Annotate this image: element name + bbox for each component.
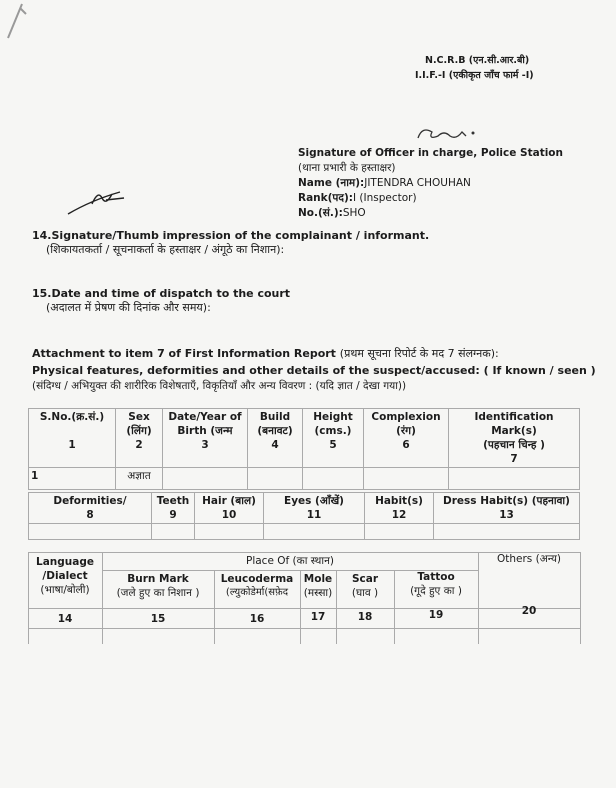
no-row [298, 206, 563, 221]
scar-header: Scar (घाव ) [351, 573, 379, 599]
item-14-title-hi: (शिकायतकर्ता / सूचनाकर्ता के हस्ताक्षर / अंगूठे का निशान): [46, 243, 285, 256]
num-16: 16 [249, 613, 265, 625]
num-15: 15 [150, 613, 166, 625]
row-identification [449, 468, 580, 490]
item-14-title: 14.Signature/Thumb impression of the complainant / informant. [32, 229, 430, 242]
officer-signature [410, 122, 480, 146]
col-complexion: Complexion (रंग) 6 [364, 409, 449, 468]
language-header: Language /Dialect (भाषा/बोली) [36, 556, 94, 596]
row-sno: 1 [29, 468, 116, 490]
item-15-title-hi: (अदालत में प्रेषण की दिनांक और समय): [46, 301, 211, 314]
row-height [303, 468, 364, 490]
features-table-1 [28, 408, 580, 490]
signature-label: Signature of Officer in charge, Police Station [298, 147, 563, 159]
ncrb-label: N.C.R.B (एन.सी.आर.बी) [425, 55, 530, 66]
num-20: 20 [521, 605, 537, 617]
col-dob: Date/Year of Birth (जन्म 3 [163, 409, 248, 468]
no-label: No.(सं.): [298, 207, 343, 219]
no-value: SHO [342, 207, 366, 219]
col-sno: S.No.(क्र.सं.) 1 [29, 409, 116, 468]
features-table-3 [28, 552, 580, 644]
col-habits: Habit(s) 12 [365, 493, 434, 524]
name-label: Name (नाम): [298, 177, 365, 189]
row-build [248, 468, 303, 490]
officer-block [298, 146, 563, 221]
others-header: Others (अन्य) [496, 553, 562, 565]
table-header-row [29, 493, 580, 524]
col-eyes: Eyes (आँखें) 11 [264, 493, 365, 524]
rank-value: I (Inspector) [352, 192, 417, 204]
num-14: 14 [57, 613, 73, 625]
attachment-heading [32, 346, 602, 393]
item-14 [32, 229, 429, 257]
row-sex: अज्ञात [116, 468, 163, 490]
col-height: Height (cms.) 5 [303, 409, 364, 468]
name-row [298, 176, 563, 191]
place-of-header: Place Of (का स्थान) [246, 555, 334, 567]
col-identification: Identification Mark(s) (पहचान चिन्ह ) 7 [449, 409, 580, 468]
col-build: Build (बनावट) 4 [248, 409, 303, 468]
col-teeth: Teeth 9 [152, 493, 195, 524]
complainant-signature [62, 186, 132, 220]
burn-mark-header: Burn Mark (जले हुए का निशान ) [116, 573, 200, 599]
col-deformities: Deformities/ 8 [29, 493, 152, 524]
num-19: 19 [428, 609, 444, 621]
mole-header: Mole (मस्सा) [303, 573, 333, 599]
table-header-row [29, 409, 580, 468]
col-hair: Hair (बाल) 10 [195, 493, 264, 524]
iif-label: I.I.F.-I (एकीकृत जाँच फार्म -I) [415, 70, 534, 81]
row-dob [163, 468, 248, 490]
num-18: 18 [357, 611, 373, 623]
col-dress-habits: Dress Habit(s) (पहनावा) 13 [434, 493, 580, 524]
name-value: JITENDRA CHOUHAN [364, 177, 471, 189]
item-15 [32, 287, 290, 315]
item-15-title: 15.Date and time of dispatch to the court [32, 287, 291, 300]
table-row [29, 524, 580, 540]
physical-title-hi: (संदिग्ध / अभियुक्त की शारीरिक विशेषताएँ, विकृतियाँ और अन्य विवरण : (यदि ज्ञात / देखा गया)) [32, 380, 407, 392]
attachment-title: Attachment to item 7 of First Information Report (प्रथम सूचना रिपोर्ट के मद 7 संलग्नक): [32, 347, 499, 360]
table-row [29, 468, 580, 490]
rank-label: Rank(पद): [298, 192, 353, 204]
num-17: 17 [310, 611, 326, 623]
leucoderma-header: Leucoderma (ल्युकोडेर्मा(सफ़ेद [220, 573, 294, 598]
signature-label-hi: (थाना प्रभारी के हस्ताक्षर) [298, 162, 396, 174]
physical-title: Physical features, deformities and other details of the suspect/accused: ( If known / seen ) [32, 364, 596, 377]
rank-row [298, 191, 563, 206]
col-sex: Sex (लिंग) 2 [116, 409, 163, 468]
row-complexion [364, 468, 449, 490]
scribble-mark [0, 0, 60, 40]
features-table-2 [28, 492, 580, 540]
tattoo-header: Tattoo (गूदे हुए का ) [410, 571, 462, 597]
